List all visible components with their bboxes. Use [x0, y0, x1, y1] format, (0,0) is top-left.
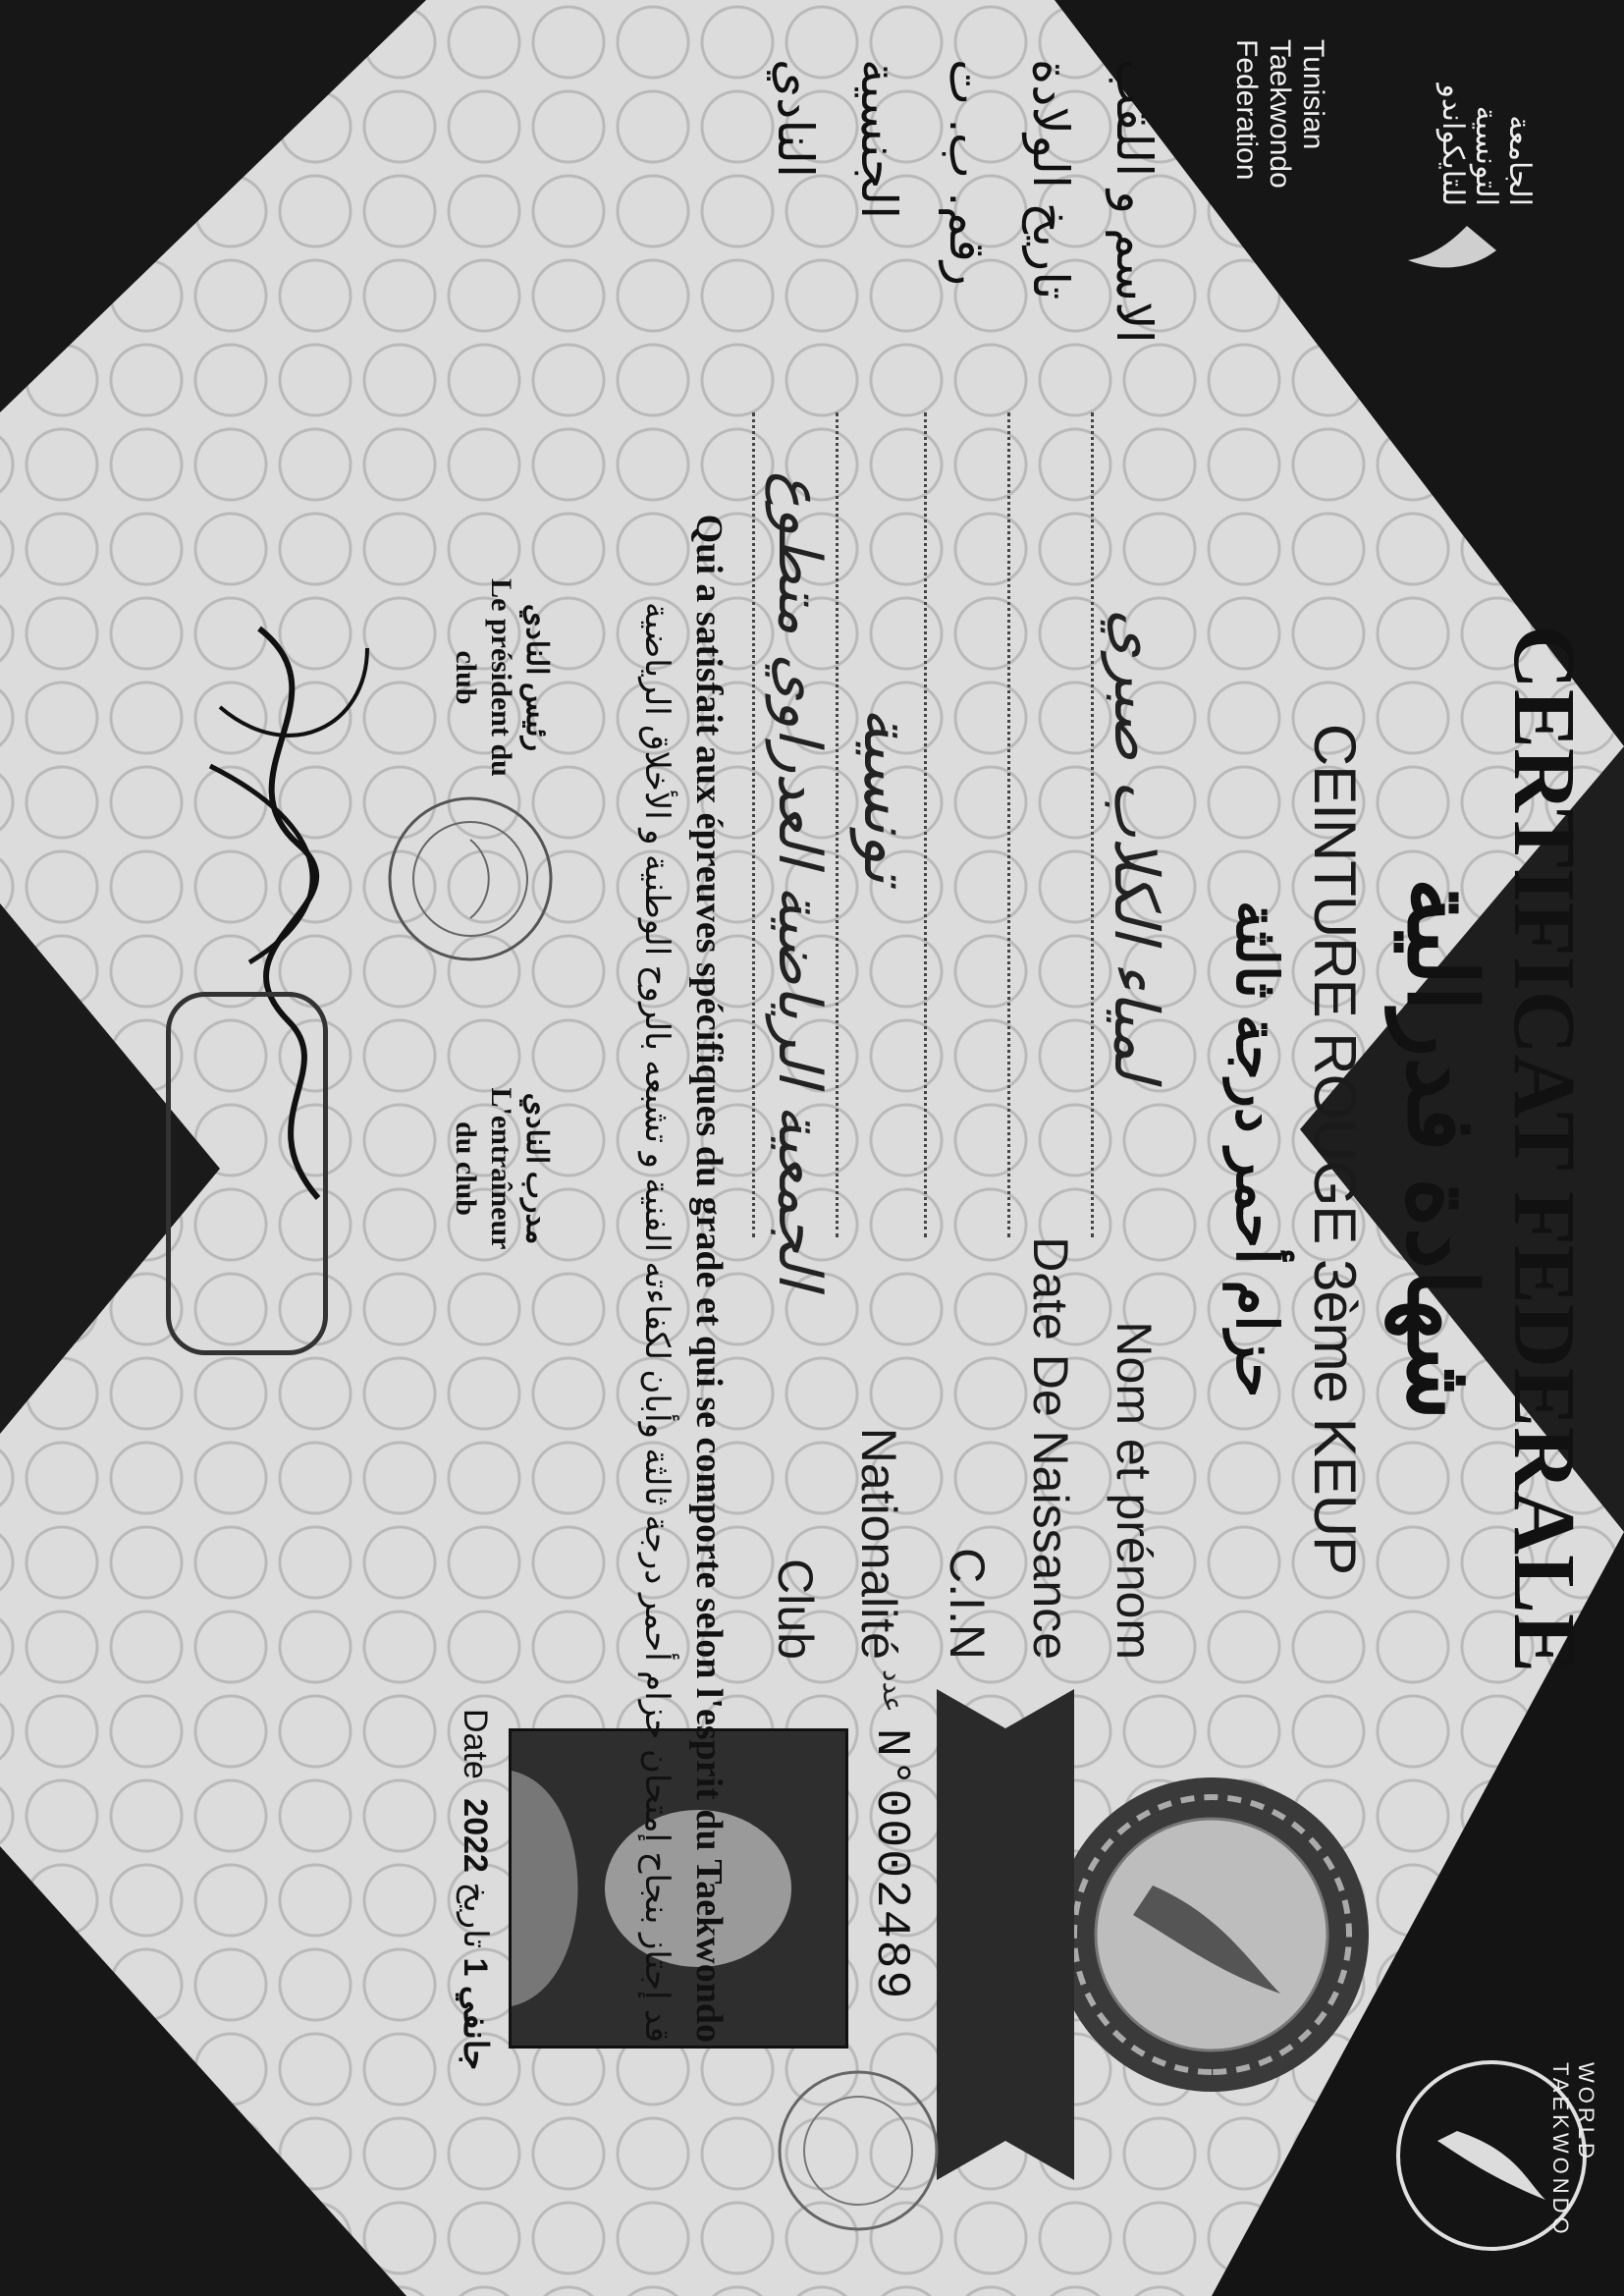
field-label-fr-birth: Date De Naissance: [1023, 1236, 1078, 1660]
certificate-number: N°0002489: [864, 1728, 917, 2001]
date-row: [456, 1709, 495, 2080]
dotline-name: [1091, 412, 1094, 1237]
fed-en-line-2: Taekwondo: [1264, 39, 1296, 189]
president-block: [448, 550, 554, 805]
field-label-fr-club: Club: [768, 1558, 823, 1660]
field-label-ar-nationality: الجنسية: [851, 59, 906, 219]
coach-fr-2: du club: [450, 1121, 482, 1216]
portrait-silhouette: [512, 1731, 845, 2046]
field-value-nationality: تونسية: [849, 707, 922, 884]
world-taekwondo-text: WORLD TAEKWONDO: [1548, 2062, 1598, 2238]
fed-ar-line-2: التونسية: [1470, 105, 1502, 206]
club-stamp-top: [760, 2043, 956, 2259]
ribbon: [937, 1689, 1074, 2180]
subtitle-fr: CEINTURE ROUGE 3ème KEUP: [1302, 723, 1368, 1575]
field-label-fr-cin: C.I.N: [940, 1548, 995, 1660]
title-ar: شهادة فدرالية: [1388, 877, 1493, 1421]
fed-en-line-3: Federation: [1230, 39, 1263, 181]
dotline-club: [752, 412, 755, 1237]
statement-fr: Qui a satisfait aux épreuves spécifiques du grade et qui se comporte selon l'esprit du Taekwondo: [688, 514, 730, 2043]
field-label-ar-cin: رقم. ب. ت: [940, 59, 995, 287]
medal: [1045, 1768, 1379, 2102]
fed-en-block: [1229, 39, 1329, 189]
president-fr-1: Le président du: [485, 578, 517, 777]
statement-ar: قد إجتاز بنجاح إمتحان حزام أحمر درجة ثالثة وأبان لكفاءته الفنية و تشبعه بالروح الوطنية و الأخلاق الرياضية: [638, 601, 676, 2043]
field-label-ar-name: الاسم و اللقب: [1107, 59, 1162, 344]
field-label-fr-nationality: Nationalité: [851, 1427, 906, 1660]
medal-emblem-icon: [1045, 1768, 1379, 2102]
field-value-club: الجمعية الرياضية العدراوي متطوع: [765, 471, 834, 1289]
coach-ar: مدرب النادي: [520, 1092, 553, 1245]
date-label-fr: Date: [457, 1709, 494, 1779]
title-fr: CERTIFICAT FEDERALE: [1495, 625, 1593, 1673]
coach-block: [448, 1041, 554, 1296]
field-value-name: لمياء الكلاب صبري: [1101, 609, 1172, 1081]
world-taekwondo-logo: [1379, 2043, 1604, 2269]
dotline-birth: [1007, 412, 1010, 1237]
fed-ar-line-1: الجامعة: [1503, 115, 1536, 206]
date-label-ar: تاريخ: [457, 1882, 494, 1949]
dotline-cin: [924, 412, 927, 1237]
member-photo: [509, 1728, 848, 2049]
stamp-box: [166, 992, 328, 1355]
coach-fr-1: L'entraîneur: [485, 1087, 517, 1250]
federation-logo: [1369, 59, 1565, 314]
date-value: 2022 جانفي 1: [457, 1798, 494, 2071]
president-ar: رئيس النادي: [520, 603, 553, 752]
dotline-nationality: [836, 412, 839, 1237]
president-fr-2: club: [450, 650, 482, 705]
field-label-ar-birth: تاريخ الولادة: [1023, 59, 1078, 301]
fed-ar-line-3: للتايكواندو: [1436, 83, 1469, 206]
number-ar-label: عدد: [878, 1669, 908, 1713]
field-label-fr-name: Nom et prénom: [1107, 1321, 1162, 1660]
field-label-ar-club: النادي: [768, 59, 823, 178]
fed-en-line-1: Tunisian: [1297, 39, 1329, 150]
subtitle-ar: حزام أحمر درجة ثالثة: [1224, 900, 1288, 1398]
taekwondo-kicker-icon: [1398, 206, 1506, 295]
